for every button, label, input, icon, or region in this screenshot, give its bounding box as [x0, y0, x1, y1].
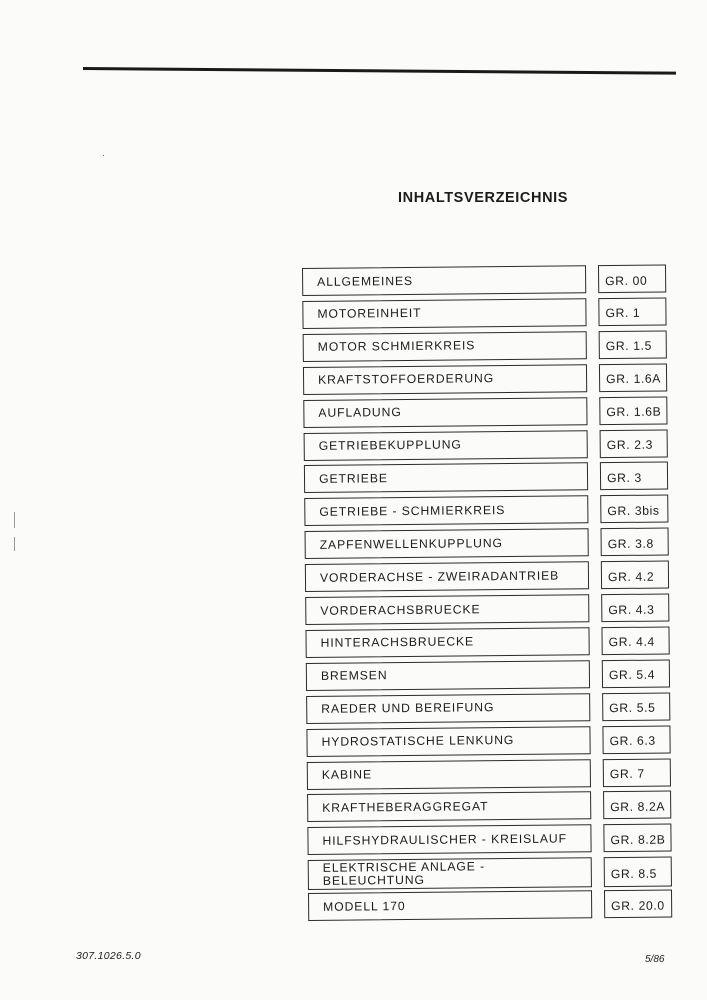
scan-mark: [14, 512, 15, 528]
toc-entry-group-code: GR. 3bis: [600, 495, 668, 524]
toc-entry-title: KRAFTSTOFFOERDERUNG: [303, 364, 587, 395]
toc-entry[interactable]: [304, 429, 678, 461]
document-date: 5/86: [645, 954, 665, 965]
toc-entry[interactable]: [306, 659, 680, 691]
toc-entry[interactable]: [307, 791, 681, 823]
toc-entry-group-code: GR. 2.3: [600, 429, 668, 458]
toc-entry[interactable]: [307, 758, 681, 790]
toc-entry[interactable]: [307, 824, 681, 856]
toc-entry-group-code: GR. 3.8: [601, 528, 669, 557]
toc-entry-group-code: GR. 4.4: [601, 626, 669, 655]
toc-entry-title: GETRIEBE - SCHMIERKREIS: [304, 496, 588, 527]
document-number: 307.1026.5.0: [76, 950, 141, 962]
toc-entry-title: ALLGEMEINES: [302, 265, 586, 296]
toc-entry-group-code: GR. 1.6A: [599, 363, 667, 392]
toc-entry-title: BREMSEN: [306, 660, 590, 691]
toc-entry-title: GETRIEBEKUPPLUNG: [304, 430, 588, 461]
toc-entry-title: MODELL 170: [308, 890, 592, 921]
scan-speck: [103, 155, 104, 156]
toc-entry-title: GETRIEBE: [304, 463, 588, 494]
toc-entry-group-code: GR. 8.2B: [603, 824, 671, 853]
toc-entry-group-code: GR. 1: [598, 297, 666, 326]
scan-mark: [14, 537, 15, 551]
toc-entry-title: HILFSHYDRAULISCHER - KREISLAUF: [307, 825, 591, 856]
toc-entry-title: KABINE: [307, 759, 591, 790]
toc-entry-title: MOTOREINHEIT: [302, 298, 586, 329]
toc-entry[interactable]: [302, 264, 676, 296]
toc-entry-group-code: GR. 1.5: [599, 330, 667, 359]
toc-entry-group-code: GR. 4.3: [601, 593, 669, 622]
toc-entry-group-code: GR. 5.4: [602, 659, 670, 688]
toc-entry[interactable]: [308, 857, 682, 891]
toc-entry[interactable]: [304, 495, 678, 527]
toc-entry-title: ZAPFENWELLENKUPPLUNG: [305, 528, 589, 559]
toc-entry[interactable]: [305, 593, 679, 625]
toc-entry[interactable]: [305, 528, 679, 560]
table-of-contents: [302, 264, 688, 928]
toc-entry-group-code: GR. 4.2: [601, 561, 669, 590]
toc-entry-title: HINTERACHSBRUECKE: [305, 627, 589, 658]
toc-entry-title: RAEDER UND BEREIFUNG: [306, 693, 590, 724]
toc-entry[interactable]: [303, 330, 677, 362]
toc-entry-title: HYDROSTATISCHE LENKUNG: [306, 726, 590, 757]
toc-entry-group-code: GR. 20.0: [604, 890, 672, 919]
toc-entry-group-code: GR. 8.2A: [603, 791, 671, 820]
toc-entry-group-code: GR. 00: [598, 265, 666, 294]
toc-entry-title: AUFLADUNG: [303, 397, 587, 428]
toc-entry[interactable]: [308, 889, 682, 921]
toc-entry[interactable]: [306, 692, 680, 724]
toc-entry-group-code: GR. 1.6B: [599, 396, 667, 425]
toc-entry[interactable]: [303, 396, 677, 428]
toc-entry-group-code: GR. 6.3: [602, 725, 670, 754]
toc-entry-title: KRAFTHEBERAGGREGAT: [307, 792, 591, 823]
toc-entry[interactable]: [304, 462, 678, 494]
toc-entry[interactable]: [302, 297, 676, 329]
toc-entry-title: ELEKTRISCHE ANLAGE - BELEUCHTUNG: [308, 857, 592, 890]
toc-entry-title: VORDERACHSBRUECKE: [305, 594, 589, 625]
toc-entry[interactable]: [306, 725, 680, 757]
toc-entry-group-code: GR. 5.5: [602, 692, 670, 721]
page-title: INHALTSVERZEICHNIS: [398, 190, 569, 206]
toc-entry-title: VORDERACHSE - ZWEIRADANTRIEB: [305, 561, 589, 592]
toc-entry-group-code: GR. 3: [600, 462, 668, 491]
toc-entry[interactable]: [303, 363, 677, 395]
top-rule: [83, 67, 676, 75]
toc-entry-group-code: GR. 8.5: [604, 857, 672, 888]
toc-entry[interactable]: [305, 626, 679, 658]
toc-entry[interactable]: [305, 560, 679, 592]
toc-entry-title: MOTOR SCHMIERKREIS: [303, 331, 587, 362]
toc-entry-group-code: GR. 7: [603, 758, 671, 787]
